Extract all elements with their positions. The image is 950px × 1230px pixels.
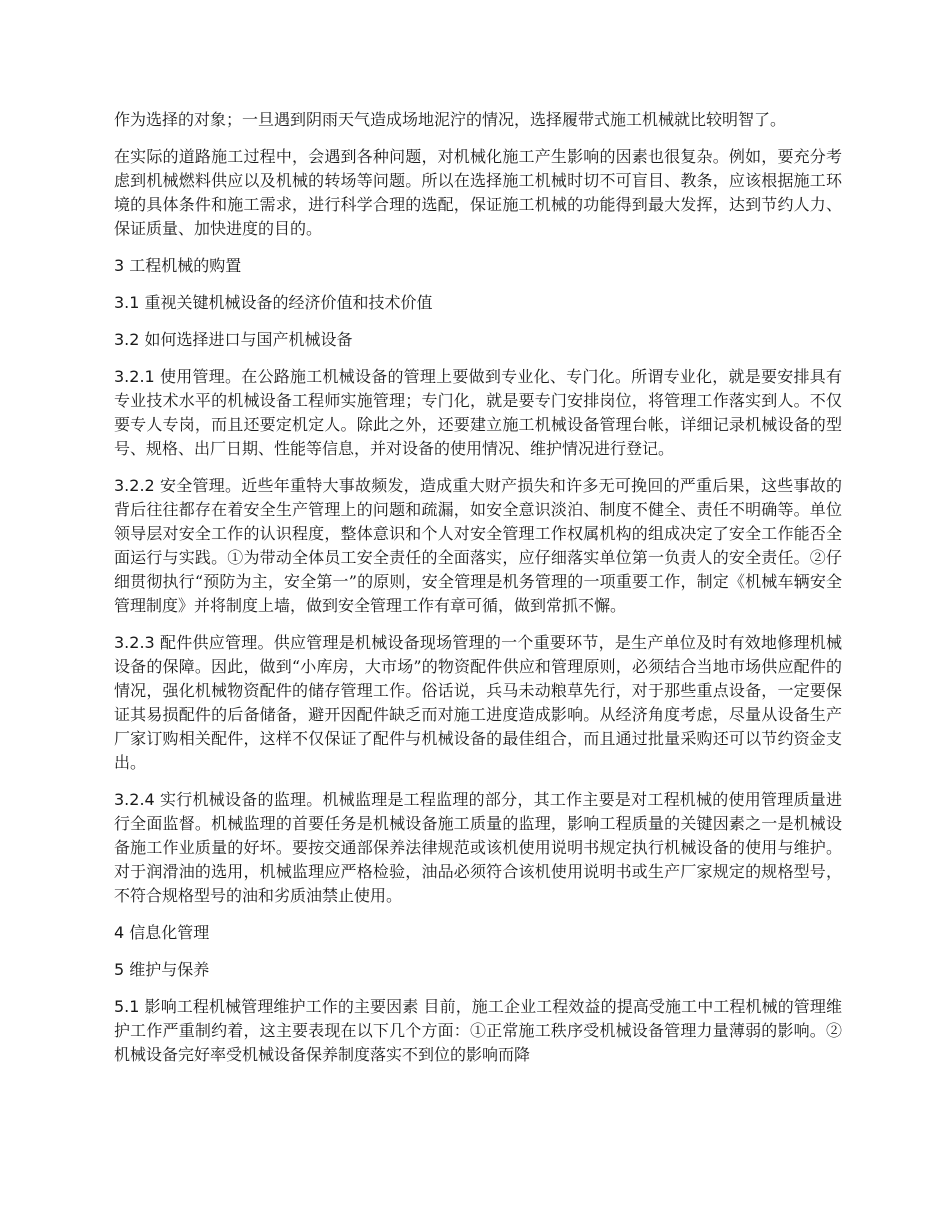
paragraph-5-1 (114, 995, 842, 1067)
paragraph-number: 5.1 (114, 997, 140, 1016)
section-number: 5 (114, 960, 125, 979)
paragraph-text: 作为选择的对象；一旦遇到阴雨天气造成场地泥泞的情况，选择履带式施工机械就比较明智了。 (114, 110, 787, 129)
section-title: 工程机械的购置 (124, 256, 242, 275)
section-number: 4 (114, 923, 125, 942)
paragraph-3-2-1 (114, 365, 842, 461)
section-title: 维护与保养 (124, 960, 210, 979)
section-heading-3-1 (114, 291, 842, 315)
paragraph-text: 影响工程机械管理维护工作的主要因素 目前，施工企业工程效益的提高受施工中工程机械的管理维护工作严重制约着，这主要表现在以下几个方面：①正常施工秩序受机械设备管理力量薄弱的影响。②机械设备完好率受机械设备保养制度落实不到位的影响而降 (114, 997, 842, 1064)
paragraph-number: 3.2.1 (114, 367, 155, 386)
paragraph-3-2-2 (114, 474, 842, 618)
paragraph-3-2-3 (114, 631, 842, 775)
section-title: 如何选择进口与国产机械设备 (139, 330, 353, 349)
paragraph-3-2-4 (114, 788, 842, 908)
paragraph-text: 使用管理。在公路施工机械设备的管理上要做到专业化、专门化。所谓专业化，就是要安排具有专业技术水平的机械设备工程师实施管理；专门化，就是要专门安排岗位，将管理工作落实到人。不仅要专人专岗，而且还要定机定人。除此之外，还要建立施工机械设备管理台帐，详细记录机械设备的型号、规格、出厂日期、性能等信息，并对设备的使用情况、维护情况进行登记。 (114, 367, 842, 458)
paragraph-text: 实行机械设备的监理。机械监理是工程监理的部分，其工作主要是对工程机械的使用管理质量进行全面监督。机械监理的首要任务是机械设备施工质量的监理，影响工程质量的关键因素之一是机械设备施工作业质量的好坏。要按交通部保养法律规范或该机使用说明书规定执行机械设备的使用与维护。对于润滑油的选用，机械监理应严格检验，油品必须符合该机使用说明书或生产厂家规定的规格型号，不符合规格型号的油和劣质油禁止使用。 (114, 790, 842, 905)
paragraph-text: 配件供应管理。供应管理是机械设备现场管理的一个重要环节，是生产单位及时有效地修理机械设备的保障。因此，做到“小库房，大市场”的物资配件供应和管理原则，必须结合当地市场供应配件的情况，强化机械物资配件的储存管理工作。俗话说，兵马未动粮草先行，对于那些重点设备，一定要保证其易损配件的后备储备，避开因配件缺乏而对施工进度造成影响。从经济角度考虑，尽量从设备生产厂家订购相关配件，这样不仅保证了配件与机械设备的最佳组合，而且通过批量采购还可以节约资金支出。 (114, 633, 842, 772)
section-heading-3-2 (114, 328, 842, 352)
paragraph-text: 在实际的道路施工过程中，会遇到各种问题，对机械化施工产生影响的因素也很复杂。例如，要充分考虑到机械燃料供应以及机械的转场等问题。所以在选择施工机械时切不可盲目、教条，应该根据施工环境的具体条件和施工需求，进行科学合理的选配，保证施工机械的功能得到最大发挥，达到节约人力、保证质量、加快进度的目的。 (114, 147, 842, 238)
section-heading-4 (114, 921, 842, 945)
section-number: 3 (114, 256, 125, 275)
section-title: 信息化管理 (124, 923, 210, 942)
section-number: 3.2 (114, 330, 140, 349)
section-heading-3 (114, 254, 842, 278)
paragraph-number: 3.2.2 (114, 476, 155, 495)
document-body (114, 108, 842, 1080)
paragraph-intro-2 (114, 145, 842, 241)
section-title: 重视关键机械设备的经济价值和技术价值 (139, 293, 433, 312)
paragraph-intro-1 (114, 108, 842, 132)
paragraph-text: 安全管理。近些年重特大事故频发，造成重大财产损失和许多无可挽回的严重后果，这些事故的背后往往都存在着安全生产管理上的问题和疏漏，如安全意识淡泊、制度不健全、责任不明确等。单位领导层对安全工作的认识程度，整体意识和个人对安全管理工作权属机构的组成决定了安全工作能否全面运行与实践。①为带动全体员工安全责任的全面落实，应仔细落实单位第一负责人的安全责任。②仔细贯彻执行“预防为主，安全第一”的原则，安全管理是机务管理的一项重要工作，制定《机械车辆安全管理制度》并将制度上墙，做到安全管理工作有章可循，做到常抓不懈。 (114, 476, 842, 615)
paragraph-number: 3.2.3 (114, 633, 155, 652)
paragraph-number: 3.2.4 (114, 790, 155, 809)
section-heading-5 (114, 958, 842, 982)
section-number: 3.1 (114, 293, 140, 312)
